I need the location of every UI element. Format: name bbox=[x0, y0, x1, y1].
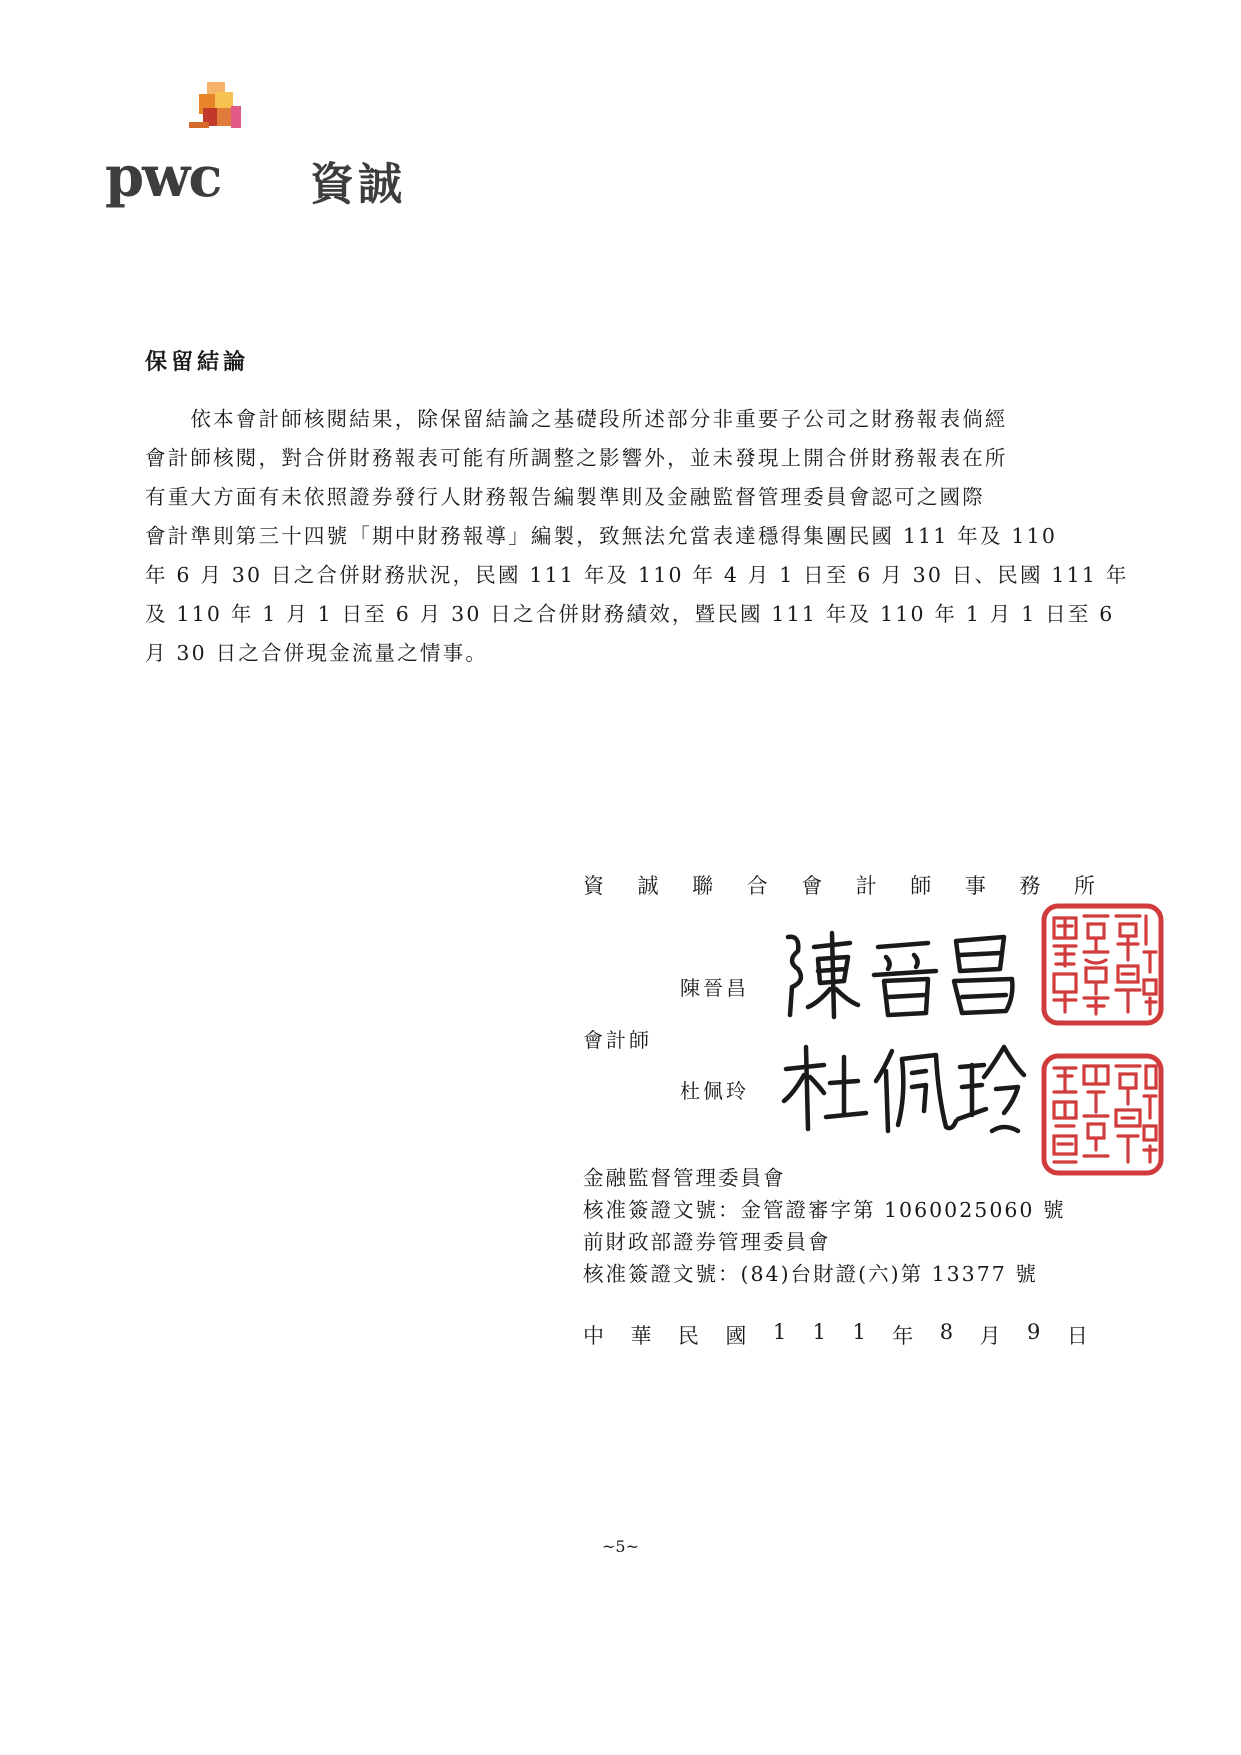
paragraph-line: 會計準則第三十四號「期中財務報導」編製，致無法允當表達穩得集團民國 111 年及 110 bbox=[145, 524, 1058, 548]
pwc-logo bbox=[105, 82, 435, 212]
firm-name-char: 師 bbox=[910, 874, 932, 898]
firm-name-char: 事 bbox=[964, 874, 986, 898]
report-date bbox=[583, 1320, 1088, 1350]
date-char: 8 bbox=[939, 1320, 954, 1344]
date-char: 月 bbox=[979, 1324, 1001, 1348]
firm-name-char: 會 bbox=[801, 874, 823, 898]
registration-block bbox=[583, 1162, 1065, 1290]
pwc-logo-blocks bbox=[177, 82, 267, 142]
page-number: ~5~ bbox=[602, 1537, 639, 1556]
role-label-accountant: 會計師 bbox=[583, 1028, 652, 1052]
date-char: 中 bbox=[583, 1324, 604, 1348]
firm-name-char: 誠 bbox=[637, 874, 659, 898]
registration-line: 核准簽證文號：金管證審字第 1060025060 號 bbox=[583, 1198, 1066, 1222]
paragraph-line: 有重大方面有未依照證券發行人財務報告編製準則及金融監督管理委員會認可之國際 bbox=[145, 485, 985, 509]
section-title: 保留結論 bbox=[145, 350, 250, 375]
paragraph-line: 會計師核閱，對合併財務報表可能有所調整之影響外，並未發現上開合併財務報表在所 bbox=[145, 446, 1008, 470]
date-char: 1 bbox=[772, 1320, 787, 1344]
brand-name-cn: 資誠 bbox=[310, 159, 406, 210]
paragraph-line: 及 110 年 1 月 1 日至 6 月 30 日之合併財務績效，暨民國 111 年及 110 年 1 月 1 日至 6 bbox=[145, 602, 1115, 626]
paragraph-line: 月 30 日之合併現金流量之情事。 bbox=[145, 641, 489, 665]
paragraph-line: 依本會計師核閱結果，除保留結論之基礎段所述部分非重要子公司之財務報表倘經 bbox=[145, 407, 1008, 431]
date-char: 華 bbox=[630, 1324, 652, 1348]
signature-second bbox=[778, 1035, 1028, 1145]
pwc-wordmark: pwc bbox=[105, 144, 221, 210]
seal-first bbox=[1040, 902, 1165, 1031]
firm-name-char: 所 bbox=[1073, 874, 1095, 898]
date-char: 日 bbox=[1066, 1324, 1088, 1348]
date-char: 年 bbox=[892, 1324, 914, 1348]
signer-name-first: 陳晉昌 bbox=[680, 976, 749, 1000]
registration-line: 前財政部證券管理委員會 bbox=[583, 1230, 831, 1254]
registration-line: 金融監督管理委員會 bbox=[583, 1166, 786, 1190]
seal-second-stamp bbox=[1040, 1052, 1165, 1177]
opinion-paragraph bbox=[145, 400, 1129, 673]
date-char: 民 bbox=[677, 1324, 699, 1348]
registration-line: 核准簽證文號：(84)台財證(六)第 13377 號 bbox=[583, 1262, 1038, 1286]
firm-name-char: 聯 bbox=[692, 874, 714, 898]
firm-name-char: 務 bbox=[1019, 874, 1041, 898]
signature-first bbox=[778, 925, 1028, 1025]
paragraph-line: 年 6 月 30 日之合併財務狀況，民國 111 年及 110 年 4 月 1 日至 6 月 30 日、民國 111 年 bbox=[145, 563, 1129, 587]
firm-name-char: 資 bbox=[583, 874, 604, 898]
firm-name bbox=[583, 870, 1095, 900]
firm-name-char: 計 bbox=[855, 874, 877, 898]
date-char: 1 bbox=[852, 1320, 866, 1344]
seal-first-stamp bbox=[1040, 902, 1165, 1027]
date-char: 1 bbox=[812, 1320, 827, 1344]
signer-name-second: 杜佩玲 bbox=[680, 1079, 749, 1103]
firm-name-char: 合 bbox=[746, 874, 768, 898]
date-char: 9 bbox=[1027, 1320, 1041, 1344]
date-char: 國 bbox=[725, 1324, 747, 1348]
